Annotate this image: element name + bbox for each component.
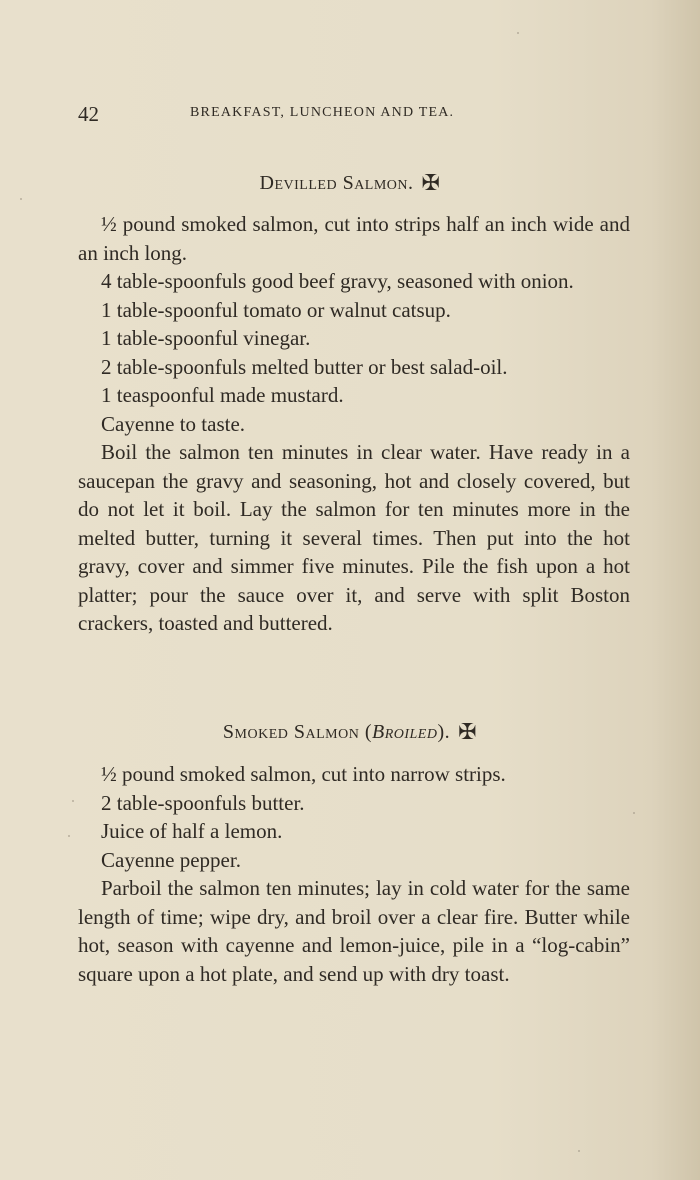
cross-icon: ✠ (458, 719, 478, 744)
paper-speck (633, 812, 635, 814)
ingredient-line: Cayenne pepper. (101, 847, 241, 872)
page-header (78, 102, 638, 128)
paper-speck (20, 198, 22, 200)
ingredient-line: Juice of half a lemon. (101, 819, 283, 843)
paper-speck (578, 1150, 580, 1152)
recipe-title-devilled-salmon (0, 170, 700, 196)
recipe-title-italic: Broiled (371, 721, 438, 743)
recipe-title-suffix: ). (437, 721, 451, 743)
running-title: BREAKFAST, LUNCHEON AND TEA. (190, 105, 455, 120)
ingredient-line: 4 table-spoonfuls good beef gravy, seasoned with onion. (101, 269, 574, 293)
ingredient-line: 1 table-spoonful tomato or walnut catsup. (101, 297, 451, 322)
ingredient-line: 2 table-spoonfuls butter. (101, 790, 305, 815)
ingredient-line: ½ pound smoked salmon, cut into narrow strips. (101, 762, 506, 786)
ingredient-line: 1 table-spoonful vinegar. (101, 326, 311, 350)
ingredient-line: 2 table-spoonfuls melted butter or best salad-oil. (101, 354, 508, 379)
paper-speck (68, 835, 70, 837)
recipe-title-text: Smoked Salmon ( (222, 721, 372, 743)
paper-speck (517, 32, 519, 34)
cross-icon: ✠ (421, 170, 441, 195)
ingredient-line: Cayenne to taste. (101, 411, 246, 436)
recipe-body-smoked-salmon-broiled (78, 760, 630, 988)
instructions-paragraph: Parboil the salmon ten minutes; lay in cold water for the same length of time; wipe dry, and broil over a clear fire. Butter while hot, season with cayenne and lemon-juice, pile in a “log-cabin” square upon a hot plate, and send up with dry toast. (78, 876, 630, 986)
recipe-body-devilled-salmon (78, 210, 630, 638)
paper-speck (72, 800, 74, 802)
ingredient-line: ½ pound smoked salmon, cut into strips half an inch wide and an inch long. (78, 212, 630, 265)
ingredient-line: 1 teaspoonful made mustard. (101, 383, 344, 407)
page-number: 42 (78, 102, 99, 126)
recipe-title-text: Devilled Salmon. (259, 172, 414, 194)
instructions-paragraph: Boil the salmon ten minutes in clear water. Have ready in a saucepan the gravy and seasoning, hot and closely covered, but do not let it boil. Lay the salmon for ten minutes more in the melted butter, turning it several times. Then put into the hot gravy, cover and simmer five minutes. Pile the fish upon a hot platter; pour the sauce over it, and serve with split Boston crackers, toasted and buttered. (78, 440, 630, 635)
recipe-title-smoked-salmon-broiled (0, 719, 700, 745)
